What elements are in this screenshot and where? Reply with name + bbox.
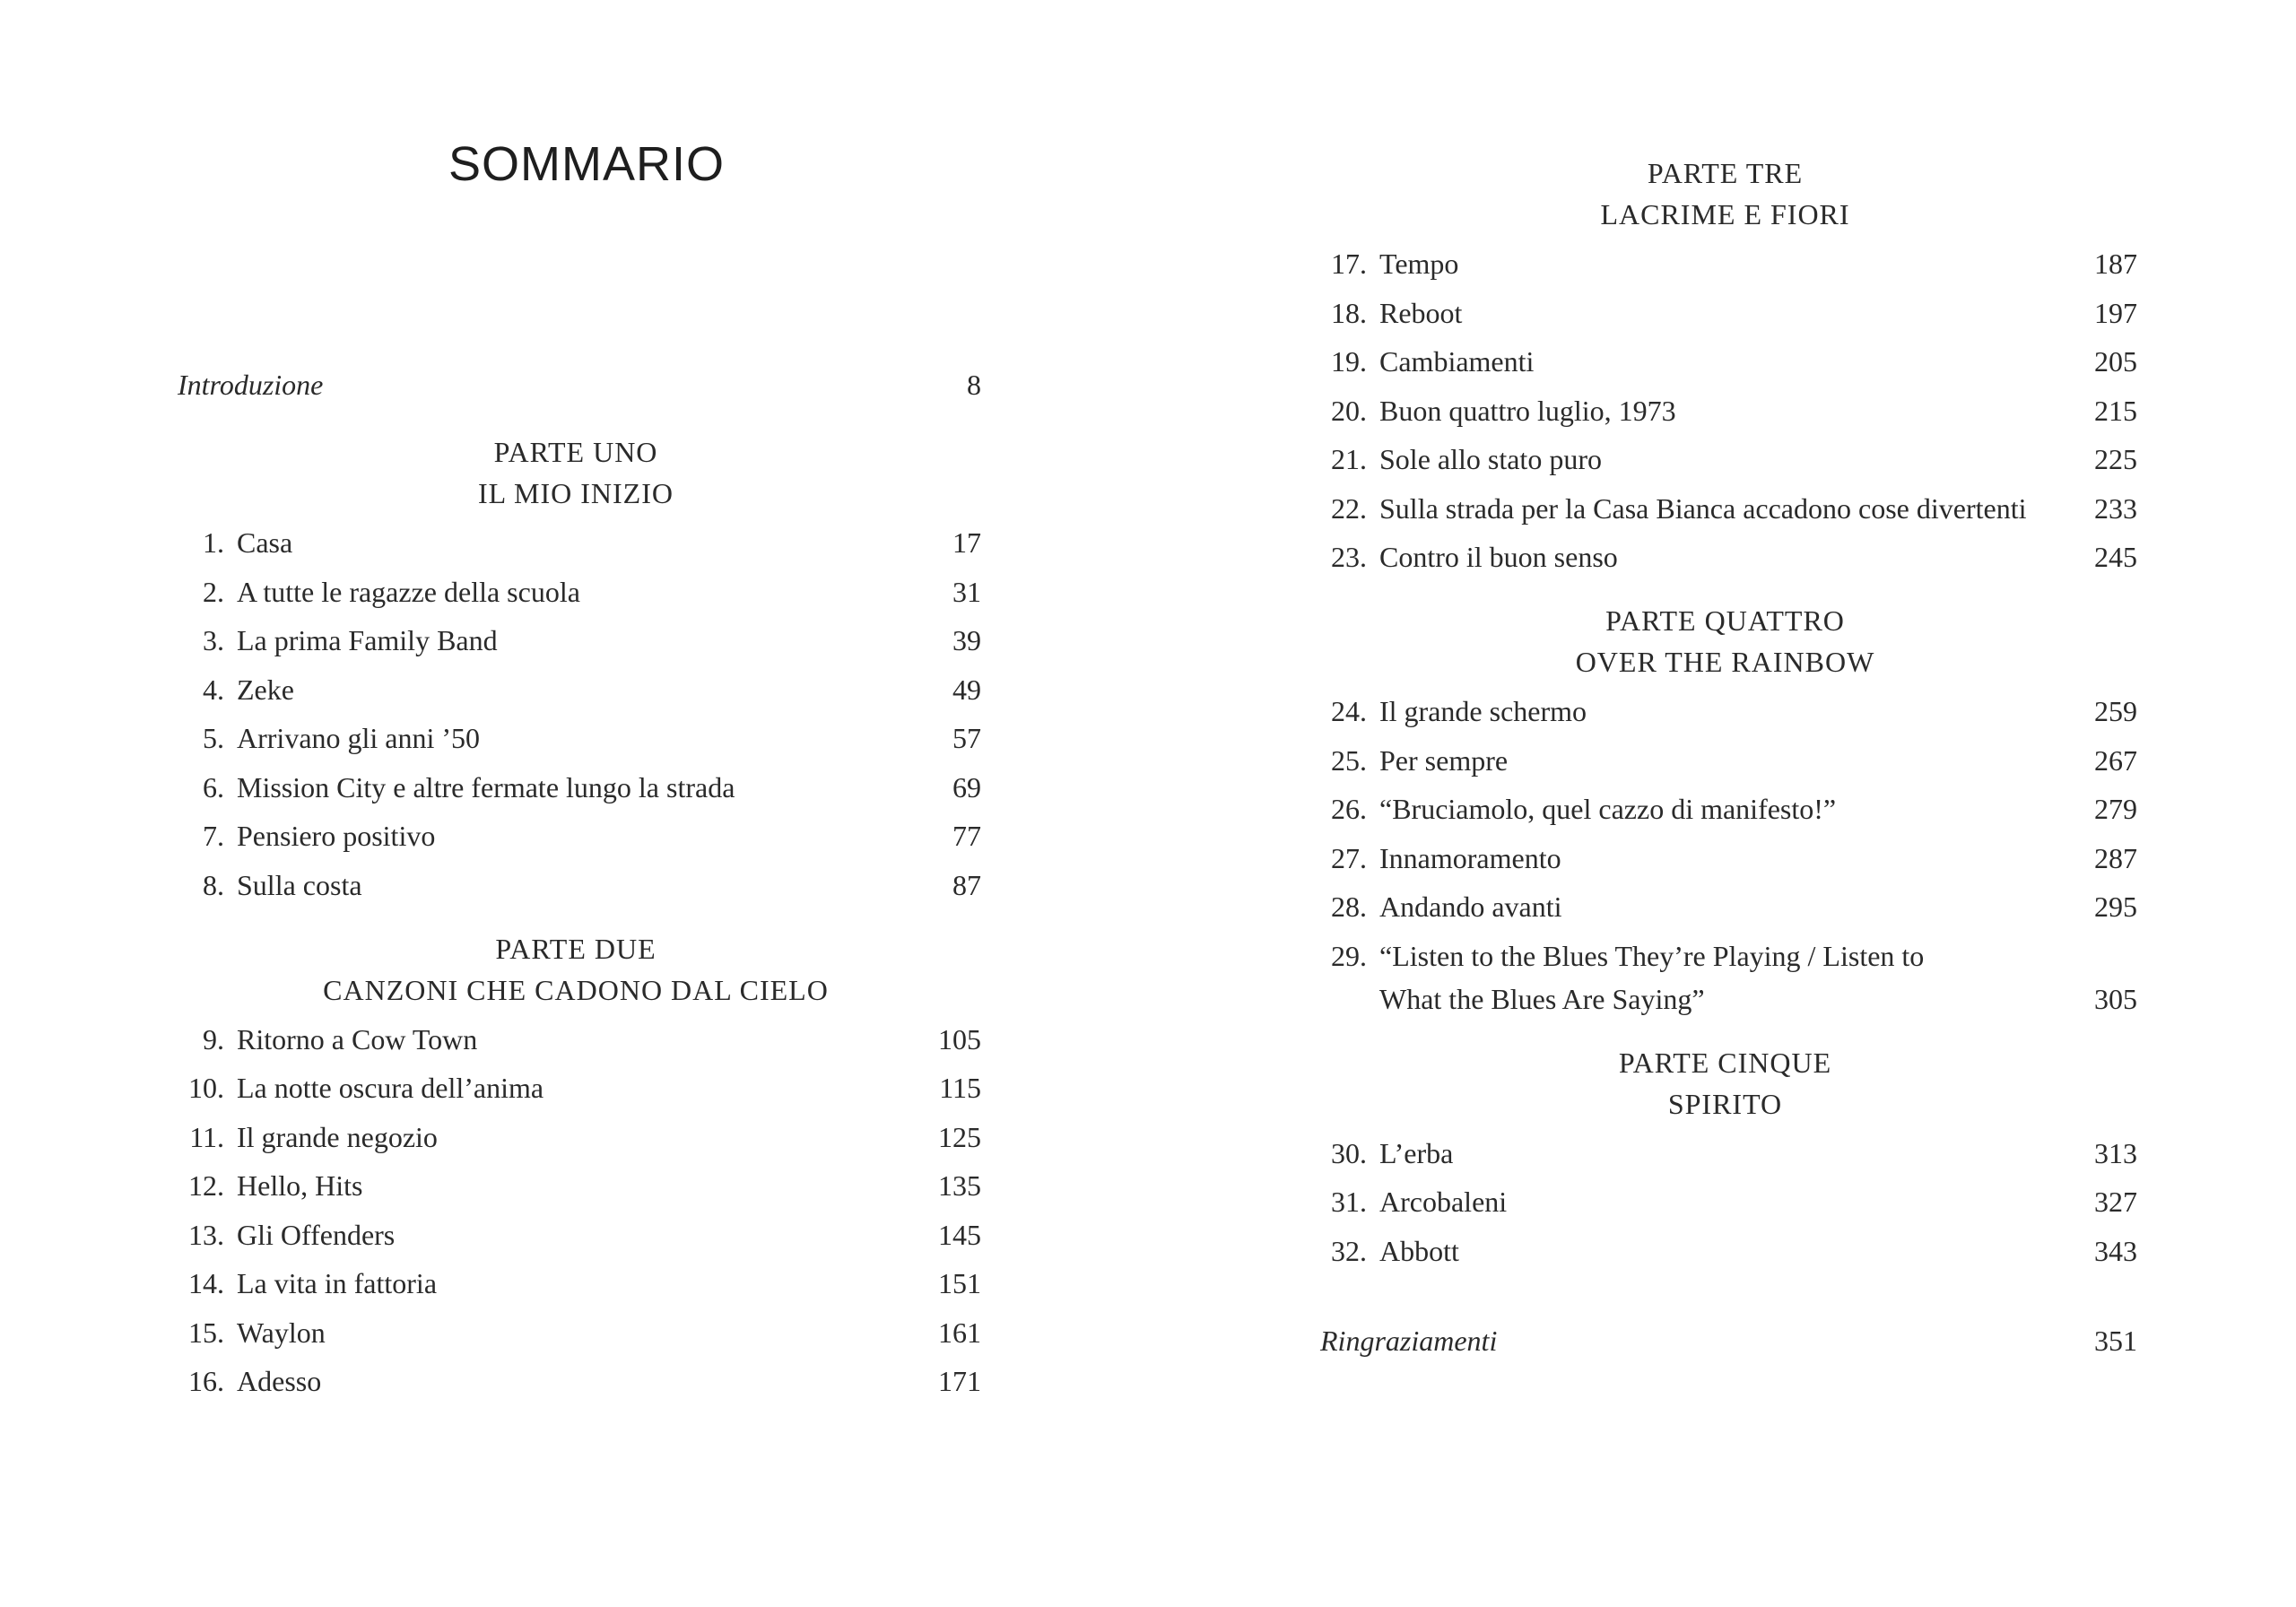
chapter-number: 29. [1331, 939, 1367, 972]
chapter-entry[interactable] [1313, 291, 2137, 334]
chapter-page: 215 [2094, 394, 2137, 427]
chapter-title: Sulla strada per la Casa Bianca accadono cose divertenti [1379, 491, 2027, 525]
chapter-page: 267 [2094, 743, 2137, 777]
chapter-page: 305 [2094, 982, 2137, 1015]
chapter-page: 233 [2094, 491, 2138, 525]
chapter-number: 31. [1331, 1186, 1367, 1218]
chapter-entry[interactable] [1313, 340, 2137, 383]
part-label: PARTE DUE [495, 932, 657, 965]
chapter-number: 10. [188, 1072, 224, 1104]
chapter-page: 105 [938, 1022, 981, 1055]
chapter-entry[interactable] [170, 521, 981, 564]
chapter-number: 1. [203, 526, 224, 559]
chapter-number: 22. [1331, 491, 1367, 525]
chapter-title: La notte oscura dell’anima [237, 1072, 544, 1104]
chapter-entry[interactable] [1313, 242, 2137, 285]
chapter-page: 225 [2094, 443, 2137, 475]
part-label: PARTE UNO [493, 436, 658, 468]
chapter-number: 2. [203, 575, 224, 608]
part-heading [1313, 1042, 2137, 1125]
chapter-page: 205 [2094, 345, 2137, 378]
chapter-number: 3. [203, 624, 224, 656]
chapter-page: 145 [938, 1218, 981, 1251]
chapter-title: Pensiero positivo [237, 820, 436, 852]
chapter-number: 20. [1331, 394, 1367, 427]
part-label: PARTE CINQUE [1618, 1046, 1832, 1079]
chapter-page: 327 [2094, 1186, 2137, 1218]
chapter-entry[interactable] [170, 766, 981, 809]
chapter-page: 49 [952, 673, 982, 706]
chapter-page: 171 [938, 1365, 981, 1397]
chapter-entry[interactable] [1313, 438, 2137, 481]
ack-page: 351 [2094, 1324, 2137, 1357]
chapter-entry[interactable] [170, 570, 981, 613]
chapter-entry[interactable] [170, 1164, 981, 1207]
chapter-page: 151 [938, 1267, 982, 1299]
chapter-number: 14. [188, 1267, 224, 1299]
chapter-title: Zeke [237, 673, 294, 706]
chapter-number: 25. [1331, 743, 1367, 777]
chapter-number: 27. [1331, 841, 1367, 874]
chapter-page: 313 [2094, 1136, 2138, 1169]
chapter-entry[interactable] [170, 1311, 981, 1354]
chapter-entry[interactable] [1313, 739, 2137, 782]
chapter-page: 279 [2094, 793, 2137, 825]
chapter-number: 21. [1331, 443, 1367, 475]
chapter-title: Reboot [1379, 296, 1463, 329]
chapter-number: 7. [203, 820, 224, 852]
ack-label: Ringraziamenti [1320, 1324, 1498, 1357]
part-label: PARTE QUATTRO [1605, 604, 1845, 637]
chapter-number: 4. [203, 673, 224, 706]
chapter-title: Abbott [1379, 1234, 1459, 1267]
intro-page: 8 [967, 369, 981, 401]
chapter-title: La prima Family Band [237, 624, 498, 656]
chapter-title: Waylon [237, 1316, 326, 1349]
chapter-entry[interactable] [1313, 690, 2137, 733]
chapter-number: 16. [188, 1365, 224, 1397]
chapter-page: 17 [952, 526, 982, 559]
chapter-page: 39 [952, 624, 982, 656]
chapter-list [1313, 242, 2137, 578]
chapter-entry[interactable] [1313, 885, 2137, 928]
chapter-list [170, 1018, 981, 1403]
page-title: SOMMARIO [448, 137, 726, 191]
chapter-page: 125 [938, 1120, 981, 1153]
chapter-list [170, 521, 981, 907]
toc-ack-entry[interactable] [1313, 1319, 2137, 1362]
chapter-title: L’erba [1379, 1136, 1454, 1169]
chapter-number: 15. [188, 1316, 224, 1349]
chapter-page: 187 [2094, 248, 2137, 280]
chapter-entry[interactable] [170, 619, 981, 662]
chapter-entry[interactable] [1313, 787, 2137, 830]
chapter-number: 5. [203, 722, 224, 754]
chapter-entry[interactable] [1313, 535, 2137, 578]
toc-left-column [170, 363, 981, 1409]
chapter-title: Gli Offenders [237, 1218, 396, 1251]
chapter-number: 11. [189, 1120, 224, 1153]
chapter-number: 18. [1331, 296, 1367, 329]
part-label: PARTE TRE [1647, 157, 1804, 189]
chapter-list [1313, 1132, 2137, 1273]
part-subtitle: LACRIME E FIORI [1600, 198, 1850, 230]
chapter-entry[interactable] [170, 1262, 981, 1305]
chapter-title: Sole allo stato puro [1379, 443, 1602, 475]
chapter-entry[interactable] [1313, 837, 2137, 880]
chapter-list [1313, 690, 2137, 1021]
toc-right-column [1313, 152, 2137, 1368]
part-subtitle: CANZONI CHE CADONO DAL CIELO [323, 973, 829, 1006]
chapter-entry[interactable] [1313, 389, 2137, 432]
chapter-number: 32. [1331, 1234, 1367, 1267]
chapter-page: 259 [2094, 695, 2138, 727]
chapter-entry[interactable] [170, 668, 981, 711]
chapter-title: Il grande negozio [237, 1120, 438, 1153]
chapter-entry[interactable] [1313, 934, 2137, 1021]
chapter-page: 57 [952, 722, 982, 754]
chapter-title: Il grande schermo [1379, 695, 1587, 727]
chapter-entry[interactable] [170, 1213, 981, 1256]
chapter-page: 77 [952, 820, 982, 852]
chapter-entry[interactable] [170, 1018, 981, 1061]
chapter-page: 135 [938, 1169, 981, 1202]
chapter-entry[interactable] [1313, 1132, 2137, 1175]
chapter-title: A tutte le ragazze della scuola [237, 575, 580, 608]
chapter-number: 30. [1331, 1136, 1367, 1169]
chapter-title: Casa [237, 526, 293, 559]
chapter-title: Per sempre [1379, 743, 1509, 777]
intro-label: Introduzione [178, 369, 324, 401]
chapter-entry[interactable] [1313, 1180, 2137, 1223]
chapter-entry[interactable] [170, 1116, 981, 1159]
chapter-title: Hello, Hits [237, 1169, 363, 1202]
chapter-number: 26. [1331, 793, 1367, 825]
chapter-title: Arcobaleni [1379, 1186, 1508, 1218]
chapter-entry[interactable] [1313, 487, 2137, 530]
part-heading [170, 431, 981, 514]
chapter-number: 28. [1331, 890, 1367, 923]
part-heading [1313, 152, 2137, 235]
toc-intro-entry[interactable] [170, 363, 981, 406]
chapter-title: Andando avanti [1379, 890, 1562, 923]
chapter-title: Tempo [1379, 248, 1459, 280]
chapter-page: 245 [2094, 541, 2137, 573]
chapter-page: 69 [952, 770, 981, 804]
chapter-title: Innamoramento [1379, 841, 1561, 874]
chapter-number: 19. [1331, 345, 1367, 378]
chapter-number: 9. [203, 1022, 224, 1055]
part-subtitle: SPIRITO [1667, 1087, 1783, 1120]
part-subtitle: OVER THE RAINBOW [1575, 646, 1875, 678]
chapter-entry[interactable] [170, 864, 981, 907]
chapter-title: “Bruciamolo, quel cazzo di manifesto!” [1379, 793, 1837, 825]
chapter-title: Buon quattro luglio, 1973 [1379, 394, 1676, 427]
chapter-number: 8. [203, 868, 224, 901]
chapter-title: Ritorno a Cow Town [237, 1022, 478, 1055]
chapter-title: “Listen to the Blues They’re Playing / Listen to What the Blues Are Saying” [1379, 939, 1925, 1015]
chapter-page: 31 [952, 575, 982, 608]
chapter-page: 161 [938, 1316, 982, 1349]
chapter-entry[interactable] [170, 814, 981, 857]
chapter-title: Arrivano gli anni ’50 [237, 722, 481, 754]
chapter-title: Mission City e altre fermate lungo la strada [237, 770, 735, 804]
chapter-number: 12. [188, 1169, 224, 1202]
chapter-number: 23. [1331, 541, 1367, 573]
part-heading [1313, 600, 2137, 682]
chapter-page: 295 [2094, 890, 2137, 923]
chapter-page: 115 [939, 1072, 982, 1104]
chapter-title: Sulla costa [237, 868, 362, 901]
chapter-number: 13. [188, 1218, 224, 1251]
chapter-page: 87 [952, 868, 981, 901]
chapter-entry[interactable] [1313, 1229, 2137, 1273]
chapter-page: 343 [2094, 1234, 2138, 1267]
part-heading [170, 928, 981, 1011]
chapter-entry[interactable] [170, 1359, 981, 1403]
chapter-title: Adesso [237, 1365, 322, 1397]
chapter-title: La vita in fattoria [237, 1267, 438, 1299]
chapter-title: Cambiamenti [1379, 345, 1535, 378]
chapter-page: 287 [2094, 841, 2137, 874]
chapter-number: 24. [1331, 695, 1367, 727]
part-subtitle: IL MIO INIZIO [478, 477, 674, 509]
chapter-entry[interactable] [170, 717, 981, 760]
chapter-page: 197 [2094, 296, 2137, 329]
chapter-entry[interactable] [170, 1066, 981, 1109]
chapter-title: Contro il buon senso [1379, 541, 1618, 573]
chapter-number: 6. [203, 770, 224, 804]
chapter-number: 17. [1331, 248, 1367, 280]
